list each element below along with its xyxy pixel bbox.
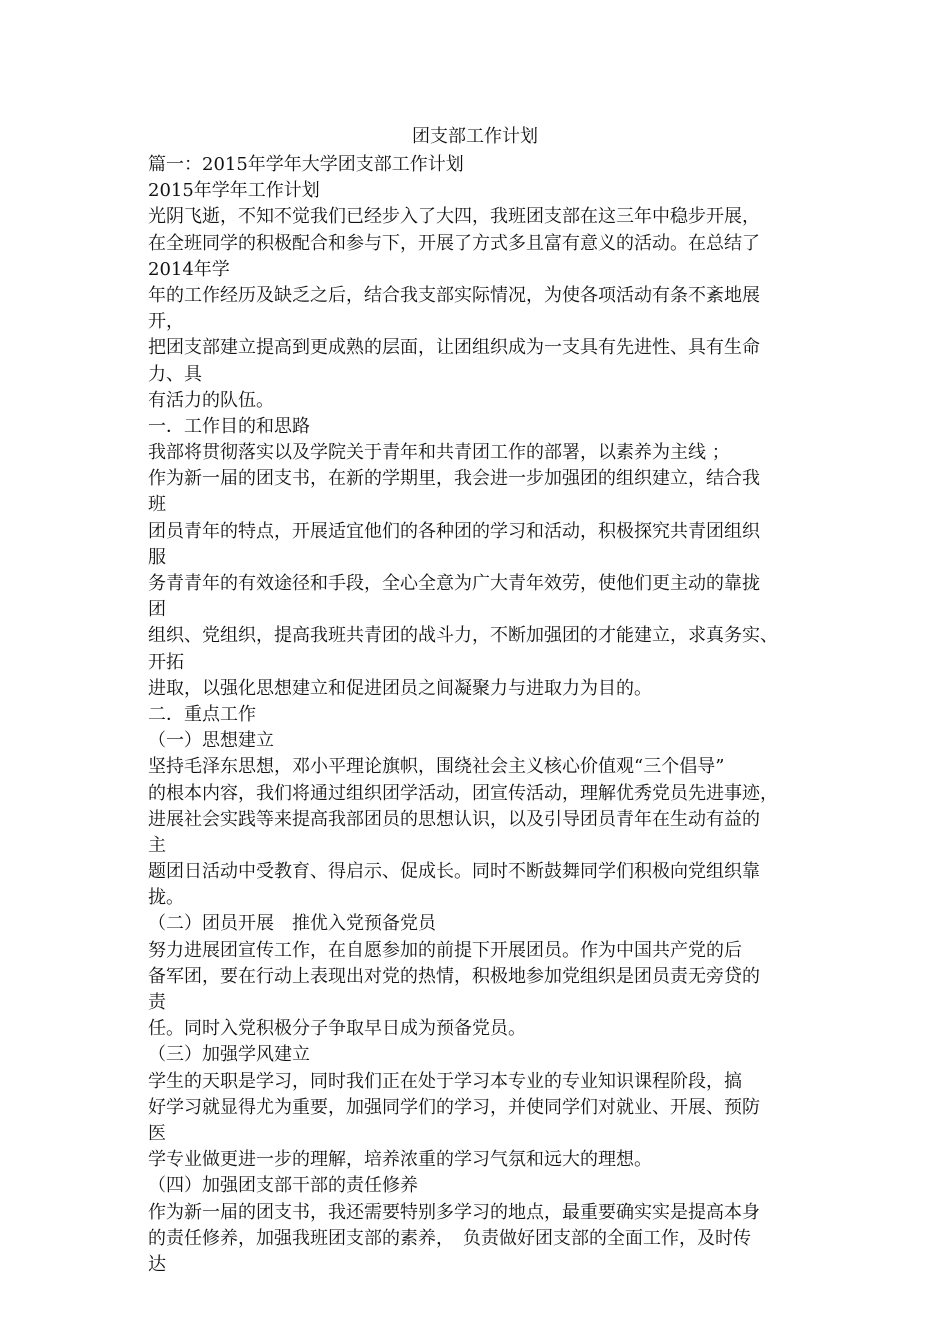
text-line: 进取，以强化思想建立和促进团员之间凝聚力与进取力为目的。 xyxy=(148,677,652,699)
text-line: （四）加强团支部干部的责任修养 xyxy=(148,1175,418,1197)
document-title: 团支部工作计划 xyxy=(412,126,538,147)
text-line: 在全班同学的积极配合和参与下，开展了方式多且富有意义的活动。在总结了 xyxy=(148,232,760,254)
text-line: 努力进展团宣传工作，在自愿参加的前提下开展团员。作为中国共产党的后 xyxy=(148,939,742,961)
text-line: 力、具 xyxy=(148,363,202,385)
text-line: 主 xyxy=(148,834,166,856)
text-line: 进展社会实践等来提高我部团员的思想认识，以及引导团员青年在生动有益的 xyxy=(148,808,760,830)
text-line: 开， xyxy=(148,311,184,333)
text-line: 组织、党组织，提高我班共青团的战斗力，不断加强团的才能建立，求真务实、 xyxy=(148,625,778,647)
text-line: （一）思想建立 xyxy=(148,730,274,752)
text-line: 一．工作目的和思路 xyxy=(148,415,310,437)
text-line: 作为新一届的团支书，我还需要特别多学习的地点，最重要确实实是提高本身 xyxy=(148,1201,760,1223)
text-line: 2014年学 xyxy=(148,258,230,280)
text-line: 医 xyxy=(148,1122,166,1144)
text-line: 把团支部建立提高到更成熟的层面，让团组织成为一支具有先进性、具有生命 xyxy=(148,337,760,359)
text-line: 好学习就显得尤为重要，加强同学们的学习，并使同学们对就业、开展、预防 xyxy=(148,1096,760,1118)
text-line: 篇一：2015年学年大学团支部工作计划 xyxy=(148,154,464,175)
text-line: （三）加强学风建立 xyxy=(148,1044,310,1066)
text-line: 的根本内容，我们将通过组织团学活动，团宣传活动，理解优秀党员先进事迹， xyxy=(148,782,778,804)
text-line: 二．重点工作 xyxy=(148,703,256,725)
text-line: 达 xyxy=(148,1253,166,1275)
text-line: 题团日活动中受教育、得启示、促成长。同时不断鼓舞同学们积极向党组织靠 xyxy=(148,861,760,883)
text-line: 学生的天职是学习，同时我们正在处于学习本专业的专业知识课程阶段，搞 xyxy=(148,1070,742,1092)
text-line: 责 xyxy=(148,992,166,1013)
text-line: 作为新一届的团支书，在新的学期里，我会进一步加强团的组织建立，结合我 xyxy=(148,468,760,490)
text-line: 年的工作经历及缺乏之后，结合我支部实际情况，为使各项活动有条不紊地展 xyxy=(148,284,760,306)
text-line: 任。同时入党积极分子争取早日成为预备党员。 xyxy=(148,1018,526,1040)
text-line: 开拓 xyxy=(148,651,184,673)
text-line: 服 xyxy=(148,546,166,568)
text-line: 光阴飞逝，不知不觉我们已经步入了大四，我班团支部在这三年中稳步开展， xyxy=(148,206,760,228)
text-line: 务青青年的有效途径和手段，全心全意为广大青年效劳，使他们更主动的靠拢 xyxy=(148,573,760,594)
text-line: 有活力的队伍。 xyxy=(148,389,274,411)
text-line: 备军团，要在行动上表现出对党的热情，积极地参加党组织是团员责无旁贷的 xyxy=(148,965,760,987)
document-body xyxy=(148,152,818,1278)
text-line: 团员青年的特点，开展适宜他们的各种团的学习和活动，积极探究共青团组织 xyxy=(148,520,760,542)
text-line: 坚持毛泽东思想，邓小平理论旗帜，围绕社会主义核心价值观“三个倡导” xyxy=(148,756,725,778)
text-line: （二）团员开展 推优入党预备党员 xyxy=(148,913,436,935)
text-line: 的责任修养，加强我班团支部的素养， 负责做好团支部的全面工作，及时传 xyxy=(148,1227,751,1249)
text-line: 团 xyxy=(148,599,166,621)
text-line: 2015年学年工作计划 xyxy=(148,180,320,202)
text-line: 班 xyxy=(148,494,166,516)
text-line: 学专业做更进一步的理解，培养浓重的学习气氛和远大的理想。 xyxy=(148,1149,652,1171)
text-line: 我部将贯彻落实以及学院关于青年和共青团工作的部署，以素养为主线 ； xyxy=(148,442,730,464)
text-line: 拢。 xyxy=(148,887,184,909)
